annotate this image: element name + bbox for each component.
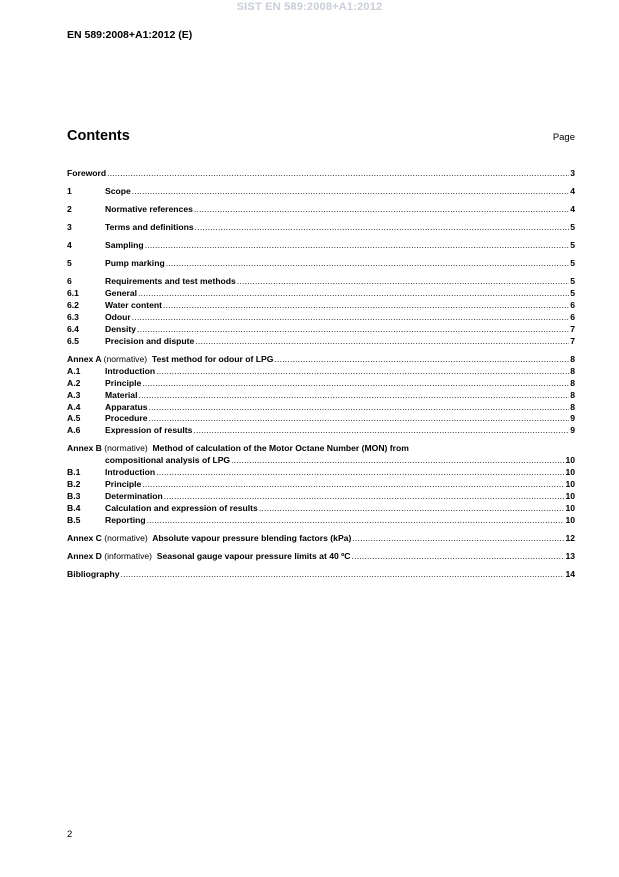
toc-leader xyxy=(231,455,564,467)
toc-number: 6.5 xyxy=(67,335,79,346)
toc-entry-odour[interactable] xyxy=(67,312,575,324)
toc-title: Calculation and expression of results xyxy=(105,502,258,513)
toc-page: 5 xyxy=(570,276,575,287)
toc-leader xyxy=(164,491,565,503)
toc-number: 1 xyxy=(67,186,72,197)
toc-title: Odour xyxy=(105,312,131,323)
toc-number: A.6 xyxy=(67,425,81,436)
document-id: EN 589:2008+A1:2012 (E) xyxy=(67,29,193,41)
toc-number: A.2 xyxy=(67,377,81,388)
toc-leader xyxy=(195,336,569,348)
toc-entry-a4[interactable] xyxy=(67,402,575,414)
toc-number: B.5 xyxy=(67,514,81,525)
toc-annex-heading xyxy=(67,533,351,545)
toc-leader xyxy=(137,324,569,336)
toc-page: 10 xyxy=(565,490,575,501)
toc-annex-heading xyxy=(67,354,273,366)
toc-leader xyxy=(352,533,564,545)
annex-label: Annex B xyxy=(67,443,102,454)
toc-number: A.1 xyxy=(67,365,81,376)
toc-page: 8 xyxy=(570,365,575,376)
toc-entry-pump-marking[interactable] xyxy=(67,258,575,270)
toc-title: Normative references xyxy=(105,204,193,215)
toc-leader xyxy=(237,276,569,288)
annex-type: (normative) xyxy=(103,353,148,364)
toc-page: 8 xyxy=(570,377,575,388)
toc-entry-a2[interactable] xyxy=(67,378,575,390)
toc-page: 7 xyxy=(570,335,575,346)
toc-entry-annex-b-line2[interactable] xyxy=(67,455,575,467)
toc-leader xyxy=(138,288,569,300)
toc-entry-bibliography[interactable] xyxy=(67,569,575,581)
toc-leader xyxy=(259,503,565,515)
toc-entry-a5[interactable] xyxy=(67,413,575,425)
toc-page: 4 xyxy=(570,186,575,197)
watermark: SIST EN 589:2008+A1:2012 xyxy=(236,1,383,13)
toc-entry-annex-b-line1[interactable] xyxy=(67,443,575,455)
toc-page: 6 xyxy=(570,312,575,323)
toc-number: B.2 xyxy=(67,479,81,490)
toc-title: Pump marking xyxy=(105,258,165,269)
toc-page: 5 xyxy=(570,288,575,299)
toc-entry-b3[interactable] xyxy=(67,491,575,503)
toc-title: Principle xyxy=(105,479,142,490)
toc-leader xyxy=(138,390,569,402)
toc-number: 6.2 xyxy=(67,300,79,311)
toc-page: 8 xyxy=(570,401,575,412)
toc-title: Introduction xyxy=(105,365,156,376)
toc-page: 7 xyxy=(570,324,575,335)
toc-entry-foreword[interactable] xyxy=(67,168,575,180)
toc-title: Foreword xyxy=(67,167,107,178)
toc-leader xyxy=(274,354,569,366)
annex-label: Annex C xyxy=(67,532,102,543)
annex-title-continued: compositional analysis of LPG xyxy=(105,455,231,466)
toc-leader xyxy=(132,186,569,198)
page-column-label: Page xyxy=(552,132,575,143)
toc-page: 10 xyxy=(565,502,575,513)
toc-leader xyxy=(149,402,570,414)
toc-title: Introduction xyxy=(105,467,156,478)
annex-type: (informative) xyxy=(104,550,153,561)
toc-page: 10 xyxy=(565,467,575,478)
annex-type: (normative) xyxy=(104,443,148,454)
toc-entry-b1[interactable] xyxy=(67,467,575,479)
toc-entry-b2[interactable] xyxy=(67,479,575,491)
toc-leader xyxy=(145,240,570,252)
toc-page: 5 xyxy=(570,240,575,251)
toc-leader xyxy=(142,378,569,390)
toc-entry-precision[interactable] xyxy=(67,336,575,348)
annex-title: Method of calculation of the Motor Octane Number (MON) from xyxy=(152,443,409,454)
toc-leader xyxy=(352,551,565,563)
toc-title: Sampling xyxy=(105,240,144,251)
toc-entry-general[interactable] xyxy=(67,288,575,300)
toc-page: 10 xyxy=(565,514,575,525)
toc-leader xyxy=(156,366,569,378)
toc-title: Determination xyxy=(105,490,163,501)
toc-leader xyxy=(166,258,570,270)
page-title: Contents xyxy=(67,128,130,144)
toc-page: 5 xyxy=(570,222,575,233)
toc-entry-terms-definitions[interactable] xyxy=(67,222,575,234)
toc-page: 6 xyxy=(570,300,575,311)
toc-entry-annex-d[interactable] xyxy=(67,551,575,563)
toc-leader xyxy=(195,222,570,234)
toc-leader xyxy=(163,300,569,312)
annex-title: Absolute vapour pressure blending factors (kPa) xyxy=(152,532,352,543)
toc-number: A.3 xyxy=(67,389,81,400)
toc-number: B.3 xyxy=(67,490,81,501)
toc-leader xyxy=(149,413,570,425)
toc-annex-heading xyxy=(67,551,351,563)
toc-leader xyxy=(107,168,569,180)
toc-title: Scope xyxy=(105,186,131,197)
annex-label: Annex A xyxy=(67,353,102,364)
toc-entry-normative-references[interactable] xyxy=(67,204,575,216)
toc-entry-a6[interactable] xyxy=(67,425,575,437)
toc-entry-b4[interactable] xyxy=(67,503,575,515)
annex-title: Test method for odour of LPG xyxy=(151,353,274,364)
toc-number: 2 xyxy=(67,204,72,215)
toc-page: 9 xyxy=(570,425,575,436)
toc-number: 6.3 xyxy=(67,312,79,323)
toc-page: 10 xyxy=(565,455,575,466)
toc-number: A.4 xyxy=(67,401,81,412)
toc-entry-density[interactable] xyxy=(67,324,575,336)
toc-entry-scope[interactable] xyxy=(67,186,575,198)
toc-number: 3 xyxy=(67,222,72,233)
toc-page: 14 xyxy=(565,568,575,579)
toc-leader xyxy=(156,467,564,479)
toc-leader xyxy=(194,204,569,216)
toc-page: 8 xyxy=(570,353,575,364)
toc-number: 6 xyxy=(67,276,72,287)
toc-entry-a1[interactable] xyxy=(67,366,575,378)
toc-number: B.4 xyxy=(67,502,81,513)
toc-number: 4 xyxy=(67,240,72,251)
toc-annex-heading xyxy=(67,443,409,455)
annex-type: (normative) xyxy=(104,532,148,543)
annex-label: Annex D xyxy=(67,550,102,561)
toc-page: 12 xyxy=(565,532,575,543)
table-of-contents xyxy=(67,168,575,581)
toc-title: Water content xyxy=(105,300,162,311)
toc-number: B.1 xyxy=(67,467,81,478)
toc-entry-requirements[interactable] xyxy=(67,276,575,288)
toc-page: 4 xyxy=(570,204,575,215)
toc-title: Expression of results xyxy=(105,425,193,436)
toc-title: Procedure xyxy=(105,413,148,424)
toc-number: 5 xyxy=(67,258,72,269)
toc-page: 13 xyxy=(565,550,575,561)
toc-title: Bibliography xyxy=(67,568,120,579)
toc-page: 10 xyxy=(565,479,575,490)
toc-leader xyxy=(132,312,569,324)
toc-leader xyxy=(142,479,564,491)
toc-entry-annex-c[interactable] xyxy=(67,533,575,545)
toc-entry-b5[interactable] xyxy=(67,515,575,527)
toc-entry-a3[interactable] xyxy=(67,390,575,402)
toc-leader xyxy=(147,515,565,527)
toc-title: Terms and definitions xyxy=(105,222,194,233)
toc-title: Principle xyxy=(105,377,142,388)
toc-title: Precision and dispute xyxy=(105,335,195,346)
toc-title: Material xyxy=(105,389,138,400)
toc-entry-water-content[interactable] xyxy=(67,300,575,312)
toc-title: Reporting xyxy=(105,514,146,525)
toc-page: 8 xyxy=(570,389,575,400)
toc-leader xyxy=(121,569,565,581)
page-number: 2 xyxy=(67,829,73,840)
toc-title: Requirements and test methods xyxy=(105,276,236,287)
toc-page: 9 xyxy=(570,413,575,424)
toc-number: 6.4 xyxy=(67,324,79,335)
toc-title: General xyxy=(105,288,138,299)
toc-page: 5 xyxy=(570,258,575,269)
toc-title: Apparatus xyxy=(105,401,148,412)
toc-number: 6.1 xyxy=(67,288,79,299)
annex-title: Seasonal gauge vapour pressure limits at 40 ºC xyxy=(156,550,351,561)
toc-number: A.5 xyxy=(67,413,81,424)
toc-entry-annex-a[interactable] xyxy=(67,354,575,366)
toc-leader xyxy=(193,425,569,437)
toc-entry-sampling[interactable] xyxy=(67,240,575,252)
toc-title: Density xyxy=(105,324,137,335)
toc-page: 3 xyxy=(570,167,575,178)
